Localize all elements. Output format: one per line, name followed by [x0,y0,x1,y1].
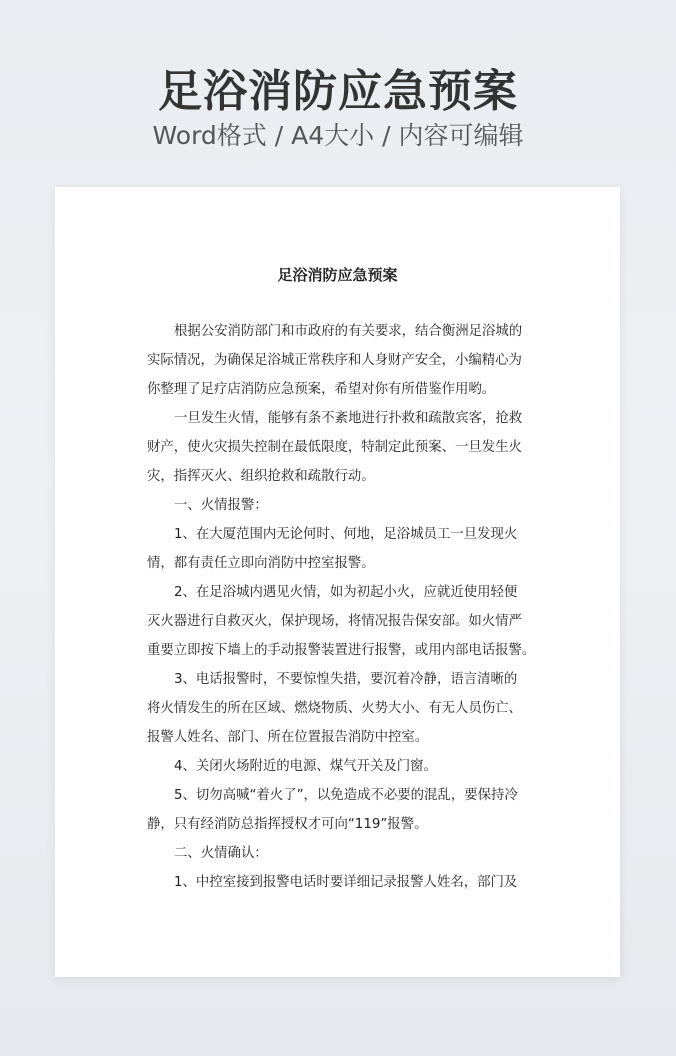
document-line: 5、切勿高喊“着火了”，以免造成不必要的混乱，要保持冷 [174,788,518,803]
document-line: 灾，指挥灭火、组织抢救和疏散行动。 [147,469,375,484]
document-line: 报警人姓名、部门、所在位置报告消防中控室。 [147,730,429,745]
document-line: 情，都有责任立即向消防中控室报警。 [147,556,375,571]
document-line: 灭火器进行自救灭火，保护现场，将情况报告保安部。如火情严 [147,614,522,629]
document-line: 将火情发生的所在区域、燃烧物质、火势大小、有无人员伤亡、 [147,701,522,716]
document-body [147,317,537,897]
document-line: 3、电话报警时，不要惊惶失措，要沉着冷静，语言清晰的 [174,672,518,687]
document-line: 实际情况，为确保足浴城正常秩序和人身财产安全，小编精心为 [147,353,522,368]
document-line: 一旦发生火情，能够有条不紊地进行扑救和疏散宾客，抢救 [174,411,523,426]
document-line: 2、在足浴城内遇见火情，如为初起小火，应就近使用轻便 [174,585,518,600]
document-page [55,187,620,977]
document-line: 根据公安消防部门和市政府的有关要求，结合衡洲足浴城的 [174,324,523,339]
document-line: 1、中控室接到报警电话时要详细记录报警人姓名，部门及 [174,875,518,890]
banner-title: 足浴消防应急预案 [158,66,518,117]
document-line: 4、关闭火场附近的电源、煤气开关及门窗。 [174,759,437,774]
document-line: 重要立即按下墙上的手动报警装置进行报警，或用内部电话报警。 [147,643,536,658]
document-title: 足浴消防应急预案 [277,266,398,284]
document-line: 二、火情确认： [174,846,268,861]
document-line: 你整理了足疗店消防应急预案，希望对你有所借鉴作用哟。 [147,382,496,397]
banner-subtitle: Word格式 / A4大小 / 内容可编辑 [152,121,524,150]
document-line: 一、火情报警： [174,498,268,513]
document-line: 财产，使火灾损失控制在最低限度，特制定此预案、一旦发生火 [147,440,522,455]
document-line: 静，只有经消防总指挥授权才可向“119”报警。 [147,817,428,832]
document-line: 1、在大厦范围内无论何时、何地，足浴城员工一旦发现火 [174,527,518,542]
header-banner [0,0,676,170]
